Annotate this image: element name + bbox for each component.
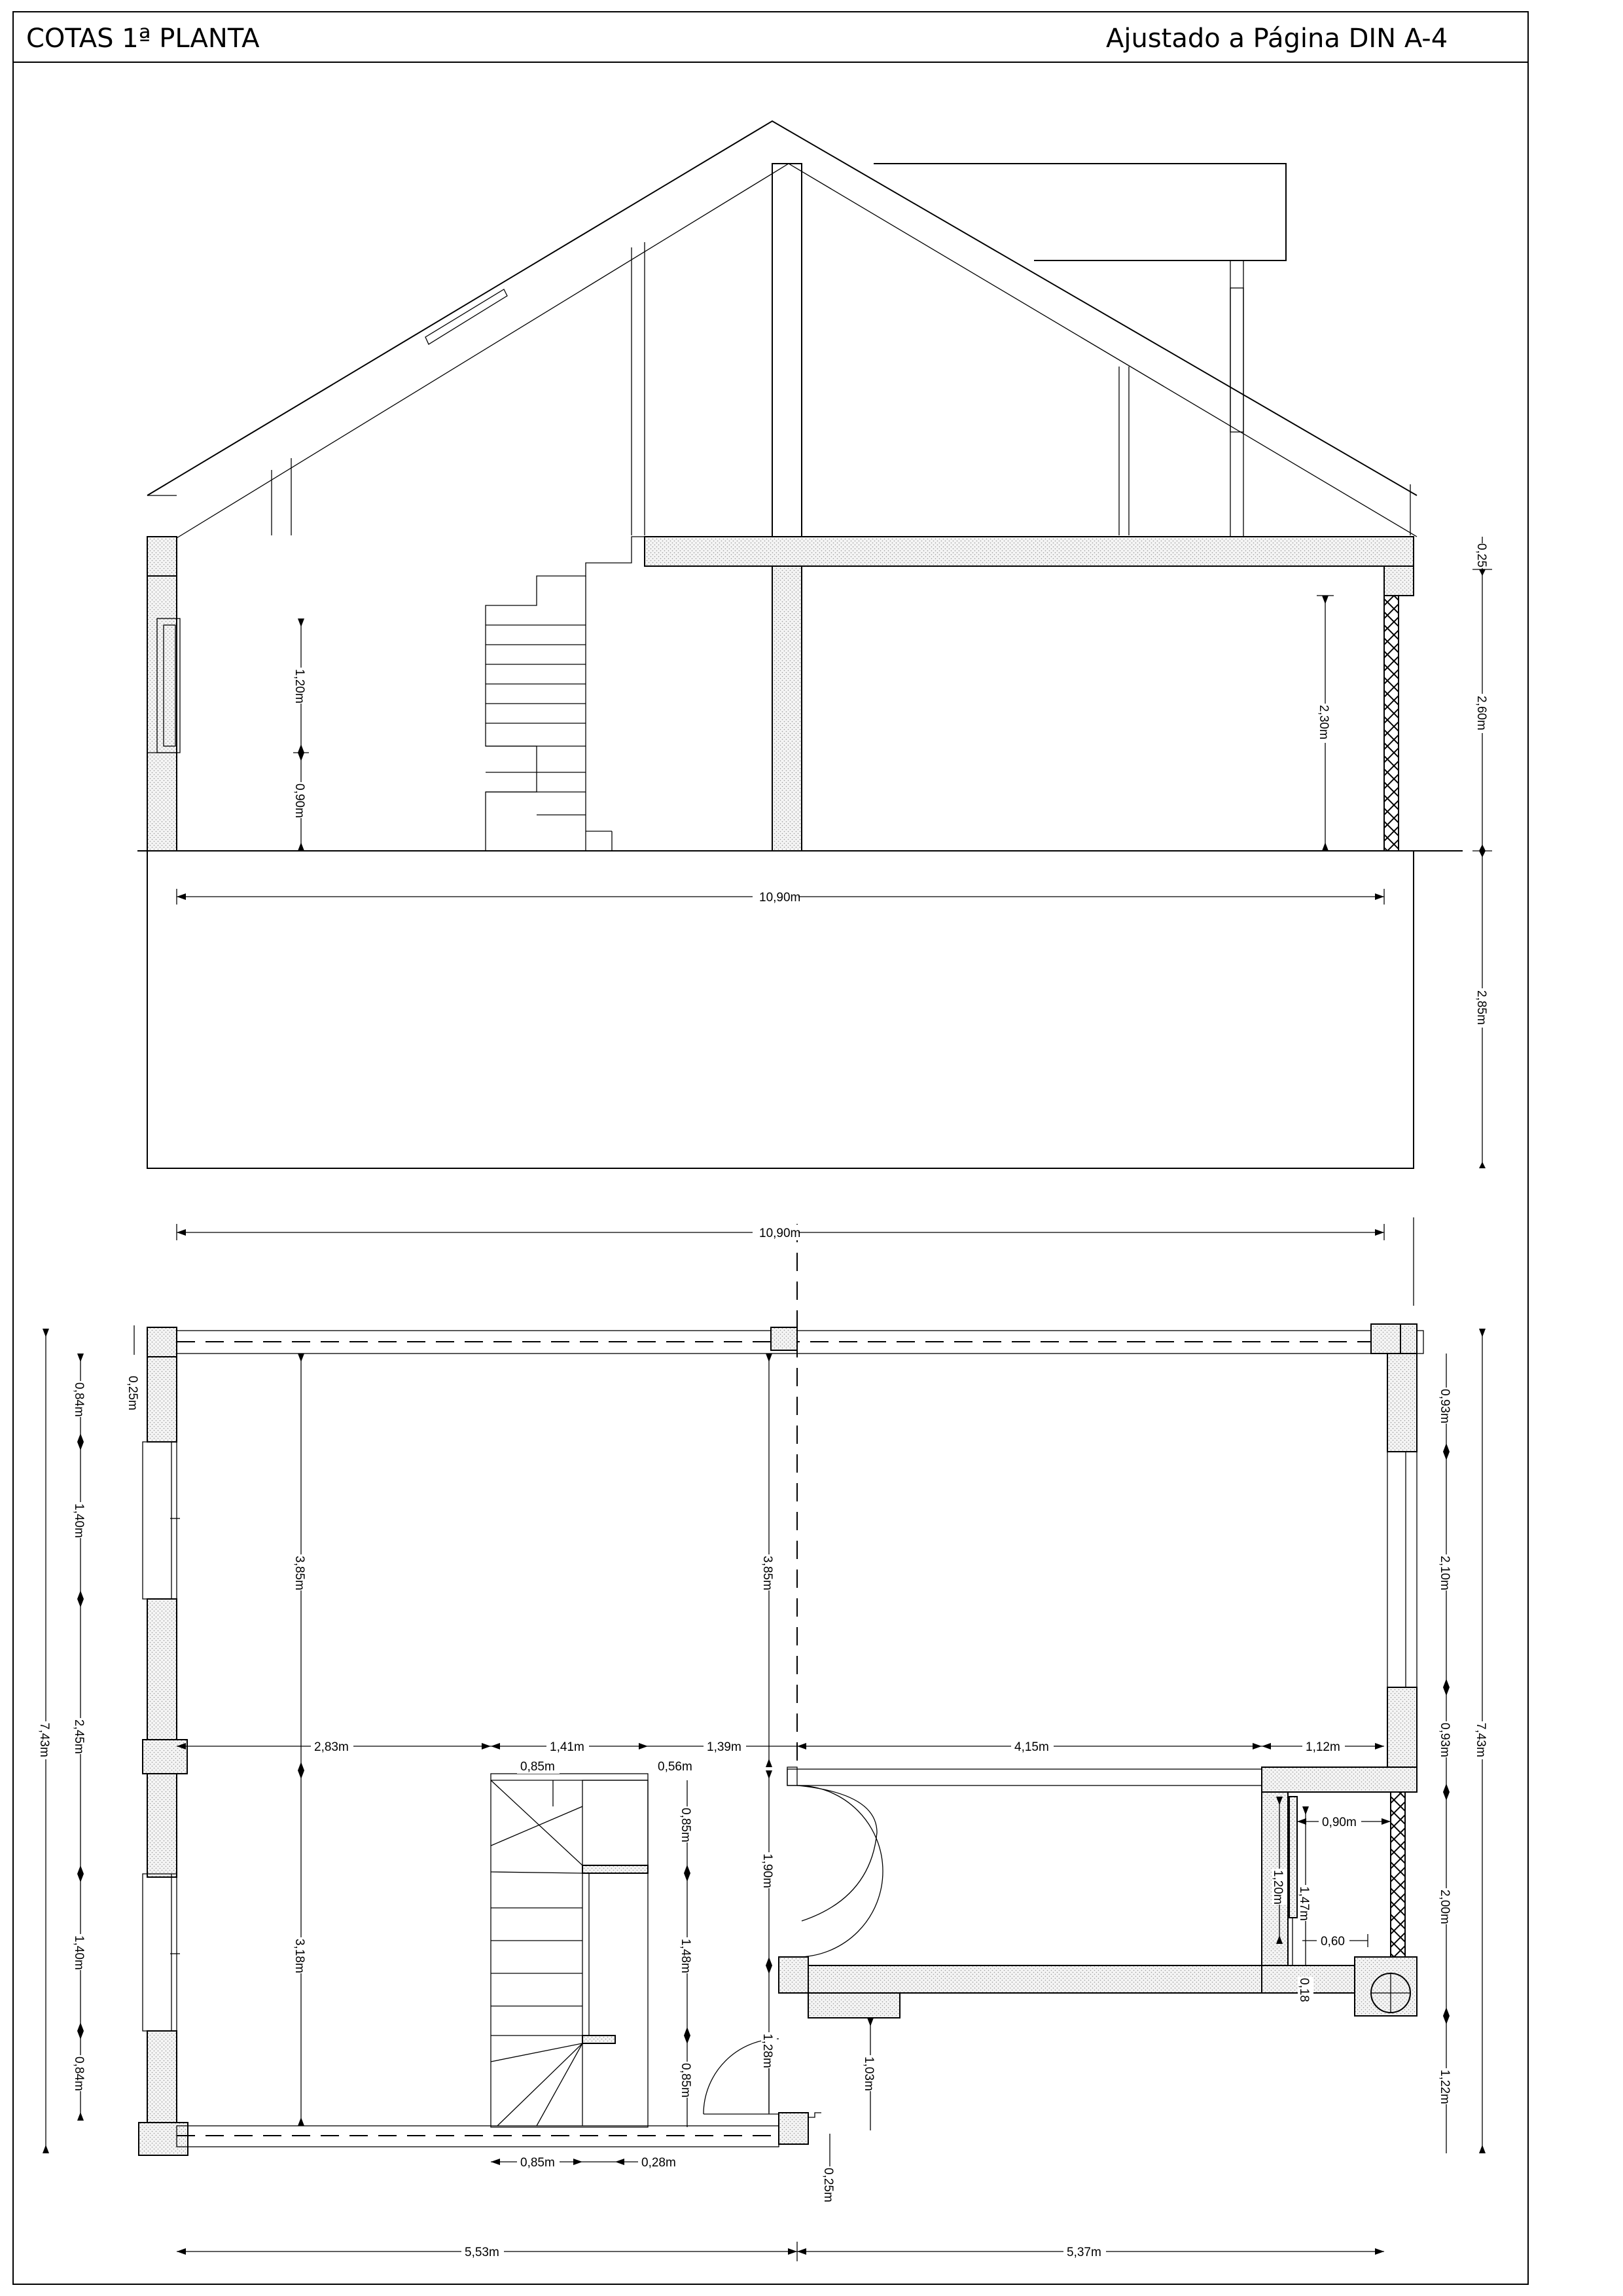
plan-stair (491, 1774, 648, 2127)
section-stair (486, 537, 645, 851)
dim-roof-slab: 0,25 (1474, 543, 1488, 567)
plan-dimensions (37, 1224, 1490, 2261)
dim-bath-width: 0,90m (1322, 1816, 1357, 1829)
dim-row-b: 1,41m (550, 1740, 584, 1754)
dim-lower-height: 2,85m (1474, 990, 1488, 1025)
dim-bottom-left: 5,53m (465, 2246, 499, 2259)
dim-left-total: 7,43m (37, 1723, 51, 1757)
dim-stair-v3: 0,85m (679, 2063, 692, 2098)
dim-row-c: 1,39m (707, 1740, 741, 1754)
dim-ceiling-height: 2,30m (1317, 705, 1330, 740)
dim-right-seg4: 1,22m (1438, 2070, 1452, 2104)
dim-room-left-upper: 3,85m (293, 1556, 306, 1590)
dim-hall-v2: 1,28m (760, 2034, 774, 2068)
dim-floor-height: 2,60m (1474, 696, 1488, 730)
dim-plan-top-width: 10,90m (759, 1227, 801, 1240)
dim-bath-v1: 1,20m (1271, 1870, 1285, 1905)
dim-right-win: 2,10m (1438, 1556, 1452, 1590)
dim-stair-v2: 1,48m (679, 1939, 692, 1973)
dim-bath-w2: 0,60 (1321, 1935, 1345, 1948)
dim-bath-v3: 0,18 (1297, 1978, 1311, 2002)
dim-row-d: 4,15m (1014, 1740, 1049, 1754)
dim-row-e: 1,12m (1306, 1740, 1340, 1754)
sheet-frame (13, 12, 1528, 2284)
dim-bottom-wall: 0,25m (821, 2168, 835, 2202)
dim-section-width: 10,90m (759, 891, 801, 905)
dim-stair-bottom-a: 0,85m (520, 2156, 555, 2170)
sheet-title: COTAS 1ª PLANTA (26, 24, 260, 54)
dim-stair-v1: 0,85m (679, 1808, 692, 1842)
building-section (137, 121, 1463, 1168)
dim-left-win2: 1,40m (72, 1935, 86, 1970)
dim-left-top-wall: 0,25m (126, 1376, 139, 1410)
dim-right-total: 7,43m (1474, 1723, 1488, 1757)
dim-left-mid: 2,45m (72, 1719, 86, 1754)
dim-right-seg1: 0,93m (1438, 1389, 1452, 1424)
dim-sill-height: 0,90m (293, 783, 306, 818)
dim-hall-v3: 1,03m (862, 2056, 876, 2091)
dim-row-a: 2,83m (314, 1740, 349, 1754)
dim-left-seg1: 0,84m (72, 1382, 86, 1417)
page-format-label: Ajustado a Página DIN A-4 (1106, 24, 1448, 54)
dim-stair-bottom-b: 0,28m (641, 2156, 676, 2170)
dim-left-win1: 1,40m (72, 1503, 86, 1538)
dim-bath-v2: 1,47m (1297, 1886, 1311, 1921)
dim-stair-top-a: 0,85m (520, 1760, 555, 1774)
dim-right-seg2: 0,93m (1438, 1723, 1452, 1757)
dim-right-seg3: 2,00m (1438, 1890, 1452, 1924)
dim-window-height: 1,20m (293, 669, 306, 704)
dim-left-bottom: 0,84m (72, 2056, 86, 2091)
dim-room-left-lower: 3,18m (293, 1939, 306, 1973)
dim-hall-v1: 1,90m (760, 1854, 774, 1888)
dim-bottom-right: 5,37m (1067, 2246, 1101, 2259)
dim-room-mid: 3,85m (760, 1556, 774, 1590)
section-dimensions (177, 537, 1492, 1168)
dim-stair-top-b: 0,56m (658, 1760, 692, 1774)
floor-plan (139, 1217, 1423, 2155)
